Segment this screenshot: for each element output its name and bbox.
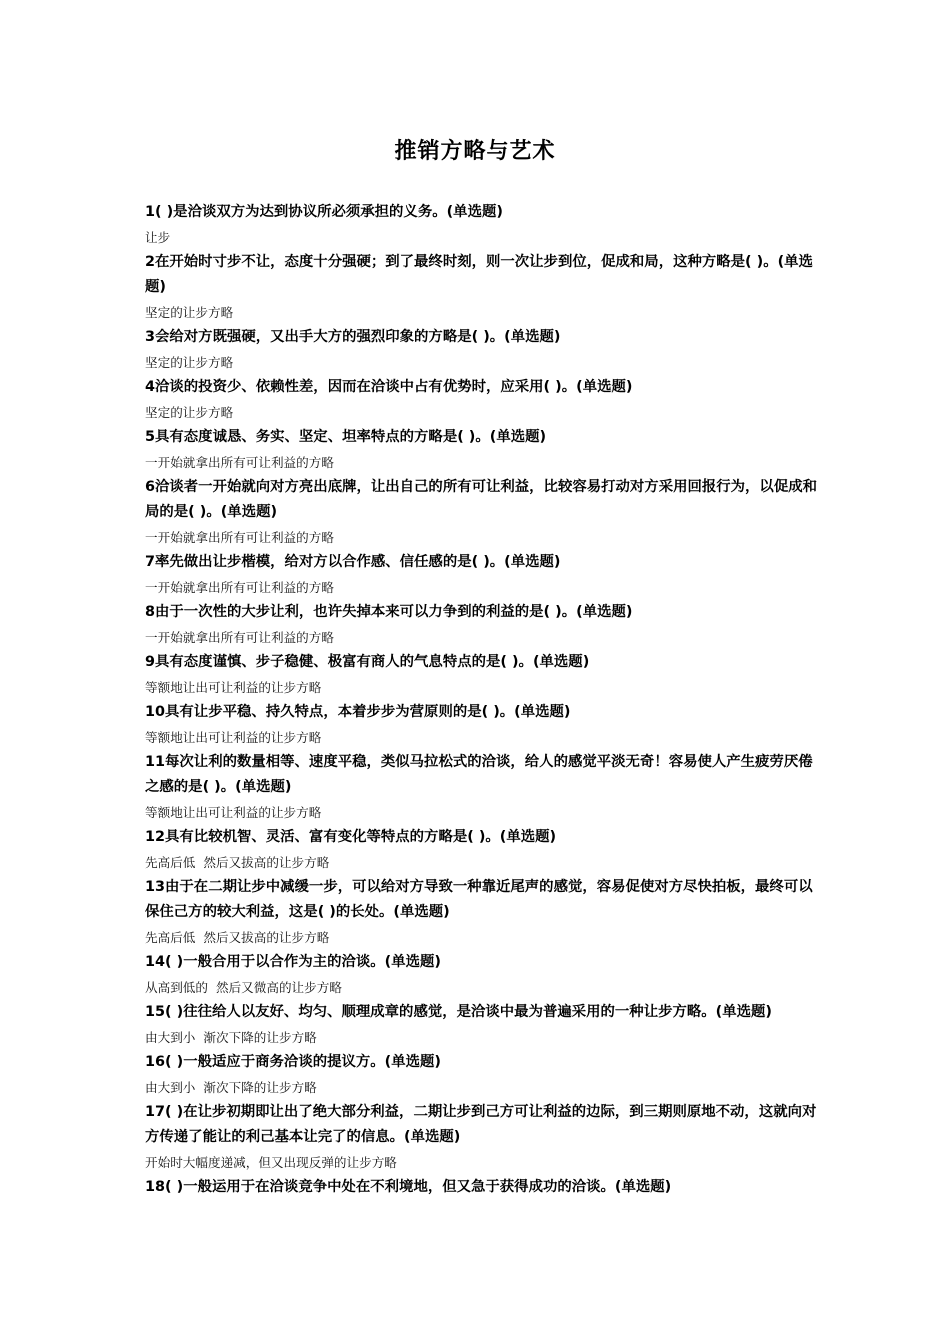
answer-text: 开始时大幅度递减，但又出现反弹的让步方略 xyxy=(145,1155,397,1170)
answer-text: 一开始就拿出所有可让利益的方略 xyxy=(145,530,334,545)
question-text: 17( )在让步初期即让出了绝大部分利益，二期让步到己方可让利益的边际，到三期则原地不动，这就向对方传递了能让的利己基本让完了的信息。(单选题) xyxy=(145,1104,817,1145)
page-title: 推销方略与艺术 xyxy=(394,138,556,164)
answer-text: 由大到小 渐次下降的让步方略 xyxy=(145,1030,317,1045)
answer-text: 等额地让出可让利益的让步方略 xyxy=(145,805,322,820)
answer-text: 一开始就拿出所有可让利益的方略 xyxy=(145,630,334,645)
answer-text: 由大到小 渐次下降的让步方略 xyxy=(145,1080,317,1095)
question-text: 7率先做出让步楷模，给对方以合作感、信任感的是( )。(单选题) xyxy=(145,554,561,570)
answer-text: 坚定的让步方略 xyxy=(145,355,234,370)
question-text: 18( )一般运用于在洽谈竞争中处在不利境地，但又急于获得成功的洽谈。(单选题) xyxy=(145,1179,672,1195)
answer-text: 坚定的让步方略 xyxy=(145,405,234,420)
question-text: 11每次让利的数量相等、速度平稳，类似马拉松式的洽谈，给人的感觉平淡无奇！容易使人产生疲劳厌倦之感的是( )。(单选题) xyxy=(145,754,813,795)
question-text: 14( )一般合用于以合作为主的洽谈。(单选题) xyxy=(145,954,441,970)
question-text: 8由于一次性的大步让利，也许失掉本来可以力争到的利益的是( )。(单选题) xyxy=(145,604,633,620)
question-text: 2在开始时寸步不让，态度十分强硬；到了最终时刻，则一次让步到位，促成和局，这种方略是( )。(单选题) xyxy=(145,254,813,295)
question-text: 13由于在二期让步中减缓一步，可以给对方导致一种靠近尾声的感觉，容易促使对方尽快拍板，最终可以保住己方的较大利益，这是( )的长处。(单选题) xyxy=(145,879,813,920)
answer-text: 让步 xyxy=(145,230,171,245)
question-text: 9具有态度谨慎、步子稳健、极富有商人的气息特点的是( )。(单选题) xyxy=(145,654,590,670)
question-text: 10具有让步平稳、持久特点，本着步步为营原则的是( )。(单选题) xyxy=(145,704,571,720)
answer-text: 先高后低 然后又拔高的让步方略 xyxy=(145,930,330,945)
answer-text: 坚定的让步方略 xyxy=(145,305,234,320)
question-text: 16( )一般适应于商务洽谈的提议方。(单选题) xyxy=(145,1054,441,1070)
answer-text: 一开始就拿出所有可让利益的方略 xyxy=(145,580,334,595)
question-text: 1( )是洽谈双方为达到协议所必须承担的义务。(单选题) xyxy=(145,204,503,220)
answer-text: 等额地让出可让利益的让步方略 xyxy=(145,730,322,745)
answer-text: 等额地让出可让利益的让步方略 xyxy=(145,680,322,695)
question-text: 6洽谈者一开始就向对方亮出底牌，让出自己的所有可让利益，比较容易打动对方采用回报行为，以促成和局的是( )。(单选题) xyxy=(145,479,817,520)
answer-text: 先高后低 然后又拔高的让步方略 xyxy=(145,855,330,870)
question-text: 4洽谈的投资少、依赖性差，因而在洽谈中占有优势时，应采用( )。(单选题) xyxy=(145,379,633,395)
question-text: 3会给对方既强硬，又出手大方的强烈印象的方略是( )。(单选题) xyxy=(145,329,561,345)
answer-text: 从高到低的 然后又微高的让步方略 xyxy=(145,980,342,995)
question-text: 12具有比较机智、灵活、富有变化等特点的方略是( )。(单选题) xyxy=(145,829,557,845)
answer-text: 一开始就拿出所有可让利益的方略 xyxy=(145,455,334,470)
question-list xyxy=(145,200,817,1200)
question-text: 5具有态度诚恳、务实、坚定、坦率特点的方略是( )。(单选题) xyxy=(145,429,547,445)
question-text: 15( )往往给人以友好、均匀、顺理成章的感觉，是洽谈中最为普遍采用的一种让步方略。(单选题) xyxy=(145,1004,772,1020)
